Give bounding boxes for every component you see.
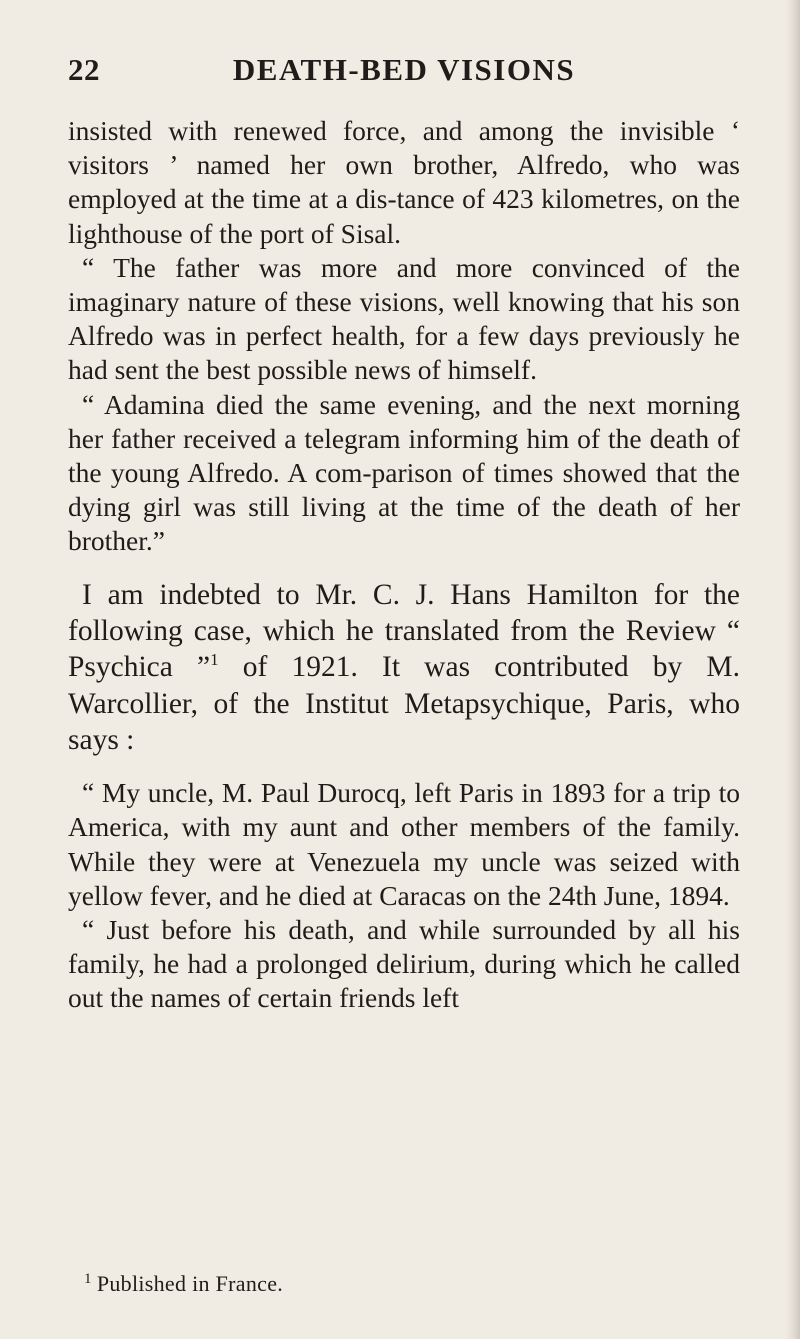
page-header — [68, 48, 740, 92]
body-text — [68, 114, 740, 1016]
paragraph-hamilton-case — [68, 577, 740, 758]
page-edge-shadow — [786, 0, 800, 1339]
paragraph-father-convinced: “ The father was more and more convinced of the imaginary nature of these visions, well knowing that his son Alfredo was in perfect health, for a few days previously he had sent the best possible news of himself. — [68, 251, 740, 386]
paragraph-adamina-died: “ Adamina died the same evening, and the next morning her father received a telegram informing him of the death of the young Alfredo. A com-parison of times showed that the dying girl was still living at the time of the death of her brother.” — [68, 388, 740, 557]
paragraph-uncle-durocq: “ My uncle, M. Paul Durocq, left Paris in 1893 for a trip to America, with my aunt and other members of the family. While they were at Venezuela my uncle was seized with yellow fever, and he died at Caracas on the 24th June, 1894. — [68, 777, 740, 911]
footnote — [68, 1265, 740, 1298]
running-title: DEATH-BED VISIONS — [232, 52, 576, 87]
footnote-text: Published in France. — [96, 1271, 284, 1296]
footnote-reference: 1 — [210, 650, 219, 670]
page-number: 22 — [68, 52, 100, 87]
paragraph-hamilton-text-a: I am indebted to Mr. C. J. Hans Hamilton for the following case, which he translated from the Review “ Psychica ” — [68, 578, 740, 684]
paragraph-hamilton-text-b: of 1921. It was contributed by M. Warcollier, of the Institut Metapsychique, Paris, who says : — [68, 651, 740, 756]
paragraph-delirium: “ Just before his death, and while surrounded by all his family, he had a prolonged delirium, during which he called out the names of certain friends left — [68, 913, 740, 1014]
paragraph-continuation: insisted with renewed force, and among the invisible ‘ visitors ’ named her own brother, Alfredo, who was employed at the time at a dis-tance of 423 kilometres, on the lighthouse of the port of Sisal. — [68, 115, 740, 249]
footnote-number: 1 — [84, 1271, 92, 1287]
